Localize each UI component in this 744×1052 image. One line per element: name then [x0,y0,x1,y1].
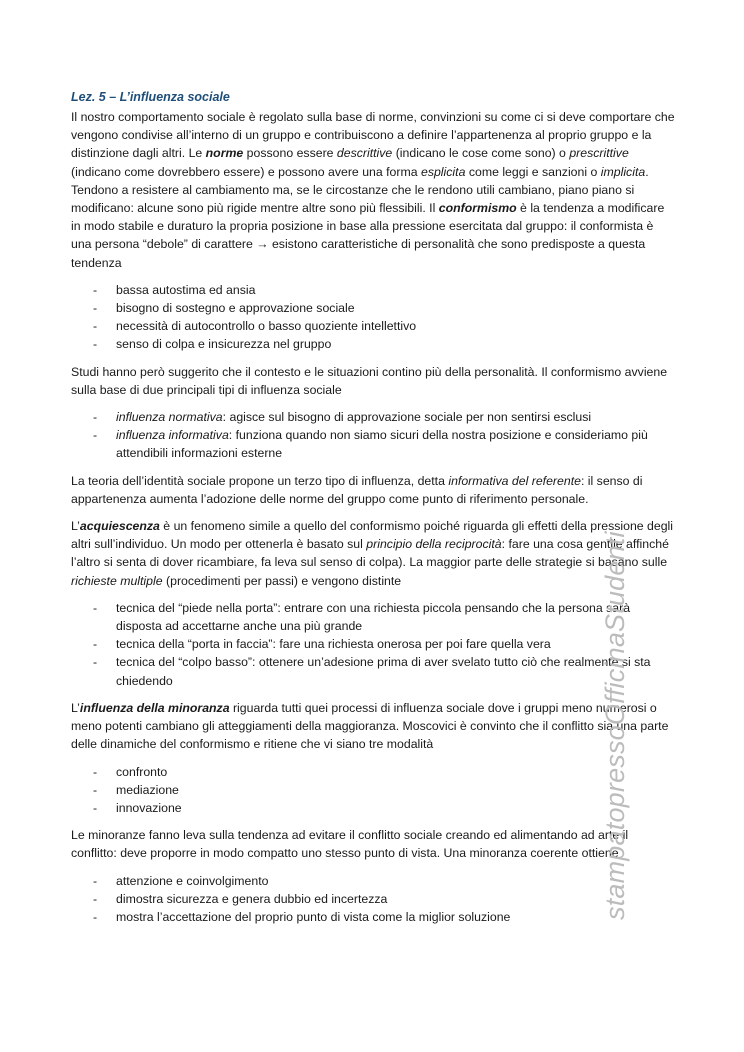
list-item: - tecnica del “piede nella porta”: entrare con una richiesta piccola pensando che la persona sarà disposta ad accettarne anche una più grande [71,599,676,635]
paragraph-context: Studi hanno però suggerito che il contesto e le situazioni contino più della personalità. Il conformismo avviene sulla base di due principali tipi di influenza sociale [71,364,668,397]
term-principio-reciprocita: principio della reciprocità [366,537,502,552]
term-influenza-minoranza: influenza della minoranza [79,700,230,715]
term-influenza-normativa: influenza normativa [116,410,223,425]
list-item: - tecnica della “porta in faccia”: fare una richiesta onerosa per poi fare quella vera [71,635,676,653]
watermark: stampatopressoOfficinaStudenti [600,531,630,920]
term-prescrittive: prescrittive [569,146,629,161]
paragraph-social-identity: La teoria dell’identità sociale propone un terzo tipo di influenza, detta informativa del referente: il senso di appartenenza aumenta l’adozione delle norme del gruppo come punto di riferimento personale. [71,473,643,506]
term-influenza-informativa: influenza informativa [116,428,229,443]
list-item: - senso di colpa e insicurezza nel gruppo [71,335,676,353]
paragraph-minority: L’influenza della minoranza riguarda tutti quei processi di influenza sociale dove i gruppi meno numerosi o meno potenti cambiano gli atteggiamenti della maggioranza. Moscovici è convinto che il conflitto sia una parte delle dinamiche del conformismo e ritiene che vi siano tre modalità [71,700,669,752]
paragraph-acquiescence: L’acquiescenza è un fenomeno simile a quello del conformismo poiché riguarda gli effetti della pressione degli altri sull’individuo. Un modo per ottenerla è basato sul principio della reciprocità: fare una cosa gentile affinché l’altro si senta di dover ricambiare, fa leva sul senso di colpa). La maggior parte delle strategie si basano sulle richieste multiple (procedimenti per passi) e vengono distinte [71,519,674,588]
list-item: - bassa autostima ed ansia [71,281,676,299]
list-item: - necessità di autocontrollo o basso quoziente intellettivo [71,317,676,335]
paragraph-norms: Il nostro comportamento sociale è regolato sulla base di norme, convinzioni su come ci si deve comportare che vengono condivise all’interno di un gruppo e contribuiscono a definire l’appartenenza al proprio gruppo e la distinzione dagli altri. Le norme possono essere descrittive (indicano le cose come sono) o prescrittive (indicano come dovrebbero essere) e possono avere una forma esplicita come leggi e sanzioni o implicita. Tendono a resistere al cambiamento ma, se le circostanze che le rendono utili cambiano, piano piano si modificano: alcune sono più rigide mentre altre sono più flessibili. Il conformismo è la tendenza a modificare in modo stabile e duraturo la propria posizione in base alla pressione esercitata dal gruppo: il conformista è una persona “debole” di carattere → esistono caratteristiche di personalità che sono predisposte a questa tendenza [71,110,675,270]
list-item: - innovazione [71,799,676,817]
list-item: - dimostra sicurezza e genera dubbio ed incertezza [71,890,676,908]
term-richieste-multiple: richieste multiple [71,573,163,588]
list-minority-effects [71,872,676,927]
term-implicita: implicita [600,164,646,179]
document-page [71,88,676,935]
list-item: - mediazione [71,781,676,799]
list-item: - influenza normativa: agisce sul bisogno di approvazione sociale per non sentirsi esclusi [71,408,676,426]
list-personality-traits [71,281,676,354]
list-techniques [71,599,676,690]
list-item: - attenzione e coinvolgimento [71,872,676,890]
term-esplicita: esplicita [420,164,466,179]
list-item: - bisogno di sostegno e approvazione sociale [71,299,676,317]
term-acquiescenza: acquiescenza [79,519,160,534]
list-item: - confronto [71,763,676,781]
term-norme: norme [205,146,244,161]
term-conformismo: conformismo [438,201,517,216]
term-informativa-referente: informativa del referente [448,473,581,488]
list-item: - influenza informativa: funziona quando non siamo sicuri della nostra posizione e consideriamo più attendibili informazioni esterne [71,426,676,462]
list-influence-types [71,408,676,463]
term-descrittive: descrittive [336,146,393,161]
paragraph-minority-conflict: Le minoranze fanno leva sulla tendenza ad evitare il conflitto sociale creando ed alimentando ad arte il conflitto: deve proporre in modo compatto uno stesso punto di vista. Una minoranza coerente ottiene [71,828,629,861]
lesson-heading: Lez. 5 – L’influenza sociale [71,90,230,104]
list-modalities [71,763,676,818]
list-item: - tecnica del “colpo basso”: ottenere un’adesione prima di aver svelato tutto ciò che realmente si sta chiedendo [71,653,676,689]
list-item: - mostra l’accettazione del proprio punto di vista come la miglior soluzione [71,908,676,926]
